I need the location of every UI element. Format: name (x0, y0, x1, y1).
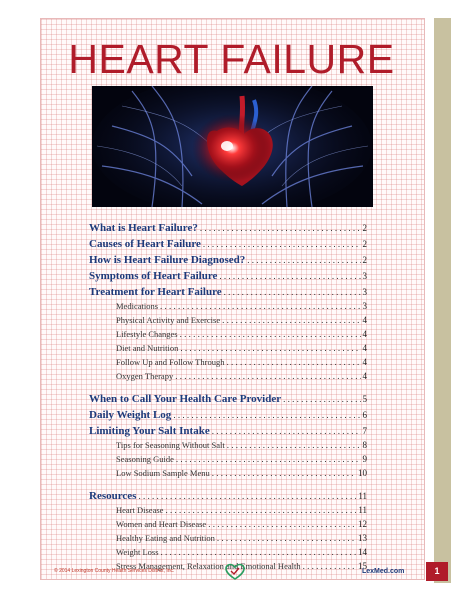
toc-entry-page: 2 (362, 255, 367, 265)
toc-entry-page: 5 (362, 394, 367, 404)
leader-dots (180, 341, 360, 355)
leader-dots (247, 253, 360, 267)
toc-entry[interactable] (89, 392, 367, 406)
toc-subgroup-treatment (89, 299, 367, 383)
leader-dots (203, 237, 361, 251)
toc-subentry-page: 12 (358, 519, 367, 529)
leader-dots (283, 392, 360, 406)
leader-dots (208, 517, 356, 531)
toc-subentry-label: Stress Management, Relaxation and Emotional Health (116, 561, 301, 571)
leader-dots (175, 369, 360, 383)
toc-entry-label: Resources (89, 490, 137, 502)
leader-dots (212, 466, 356, 480)
toc-entry-page: 3 (362, 271, 367, 281)
table-of-contents (89, 218, 367, 573)
toc-subentry[interactable] (89, 438, 367, 452)
toc-subentry[interactable] (89, 531, 367, 545)
toc-subentry-page: 4 (362, 371, 367, 381)
toc-subentry-page: 14 (358, 547, 367, 557)
toc-subentry-page: 3 (362, 301, 367, 311)
toc-entry[interactable] (89, 237, 367, 251)
toc-subentry-label: Tips for Seasoning Without Salt (116, 440, 225, 450)
toc-entry-label: When to Call Your Health Care Provider (89, 393, 282, 405)
page-number-badge: 1 (426, 562, 448, 581)
toc-entry-label: Daily Weight Log (89, 409, 172, 421)
leader-dots (217, 531, 356, 545)
toc-subentry-page: 13 (358, 533, 367, 543)
toc-entry-label: How is Heart Failure Diagnosed? (89, 254, 246, 266)
leader-dots (180, 327, 361, 341)
toc-subentry[interactable] (89, 503, 367, 517)
leader-dots (173, 408, 360, 422)
toc-subentry-label: Oxygen Therapy (116, 371, 174, 381)
heart-illustration (92, 86, 373, 207)
toc-entry-page: 7 (362, 426, 367, 436)
toc-group-second (89, 392, 367, 438)
toc-subentry[interactable] (89, 355, 367, 369)
toc-entry-page: 6 (362, 410, 367, 420)
toc-group-main (89, 221, 367, 299)
leader-dots (165, 503, 356, 517)
toc-entry[interactable] (89, 424, 367, 438)
toc-subentry-label: Follow Up and Follow Through (116, 357, 225, 367)
toc-entry-page: 11 (358, 491, 367, 501)
toc-subentry-label: Women and Heart Disease (116, 519, 207, 529)
toc-entry[interactable] (89, 221, 367, 235)
leader-dots (219, 269, 360, 283)
leader-dots (176, 452, 361, 466)
toc-subentry[interactable] (89, 327, 367, 341)
leader-dots (226, 355, 360, 369)
toc-entry[interactable] (89, 269, 367, 283)
toc-subentry-label: Diet and Nutrition (116, 343, 179, 353)
toc-subentry[interactable] (89, 299, 367, 313)
toc-subentry-page: 4 (362, 357, 367, 367)
toc-entry-label: Symptoms of Heart Failure (89, 270, 218, 282)
toc-entry[interactable] (89, 489, 367, 503)
toc-subentry-page: 11 (358, 505, 367, 515)
toc-subentry[interactable] (89, 517, 367, 531)
toc-entry-page: 2 (362, 223, 367, 233)
leader-dots (212, 424, 361, 438)
toc-subentry-page: 15 (358, 561, 367, 571)
toc-subentry[interactable] (89, 452, 367, 466)
toc-subentry-page: 4 (362, 315, 367, 325)
toc-subentry-page: 8 (362, 440, 367, 450)
toc-subentry-page: 4 (362, 329, 367, 339)
toc-entry[interactable] (89, 253, 367, 267)
heart-anatomy-image (92, 86, 373, 207)
toc-subgroup-salt (89, 438, 367, 480)
toc-subentry-label: Low Sodium Sample Menu (116, 468, 210, 478)
leader-dots (224, 285, 361, 299)
leader-dots (138, 489, 356, 503)
page-footer (40, 563, 434, 581)
toc-group-resources (89, 489, 367, 573)
leader-dots (161, 545, 356, 559)
toc-entry-label: What is Heart Failure? (89, 222, 198, 234)
side-tab-strip (434, 18, 451, 583)
toc-subentry[interactable] (89, 313, 367, 327)
toc-subentry-page: 4 (362, 343, 367, 353)
toc-subentry-label: Lifestyle Changes (116, 329, 178, 339)
leader-dots (222, 313, 360, 327)
toc-entry-label: Causes of Heart Failure (89, 238, 201, 250)
toc-subentry-page: 10 (358, 468, 367, 478)
leader-dots (227, 438, 361, 452)
toc-entry[interactable] (89, 408, 367, 422)
toc-entry-page: 2 (362, 239, 367, 249)
toc-subentry-label: Physical Activity and Exercise (116, 315, 221, 325)
toc-subentry-label: Healthy Eating and Nutrition (116, 533, 215, 543)
heart-logo-icon (225, 563, 245, 581)
toc-subentry-label: Seasoning Guide (116, 454, 174, 464)
toc-subentry-label: Heart Disease (116, 505, 164, 515)
toc-subentry[interactable] (89, 369, 367, 383)
copyright-text: © 2014 Lexington County Health Services District, Inc. (54, 568, 175, 574)
toc-subentry[interactable] (89, 341, 367, 355)
page-title: HEART FAILURE (68, 36, 395, 82)
toc-entry-label: Treatment for Heart Failure (89, 286, 222, 298)
toc-subentry[interactable] (89, 466, 367, 480)
toc-entry-label: Limiting Your Salt Intake (89, 425, 210, 437)
toc-subentry[interactable] (89, 545, 367, 559)
leader-dots (160, 299, 360, 313)
website-link[interactable]: LexMed.com (362, 568, 405, 575)
toc-subentry-label: Medications (116, 301, 159, 311)
toc-subentry-page: 9 (362, 454, 367, 464)
leader-dots (200, 221, 361, 235)
toc-entry[interactable] (89, 285, 367, 299)
toc-entry-page: 3 (362, 287, 367, 297)
toc-subentry-label: Weight Loss (116, 547, 159, 557)
